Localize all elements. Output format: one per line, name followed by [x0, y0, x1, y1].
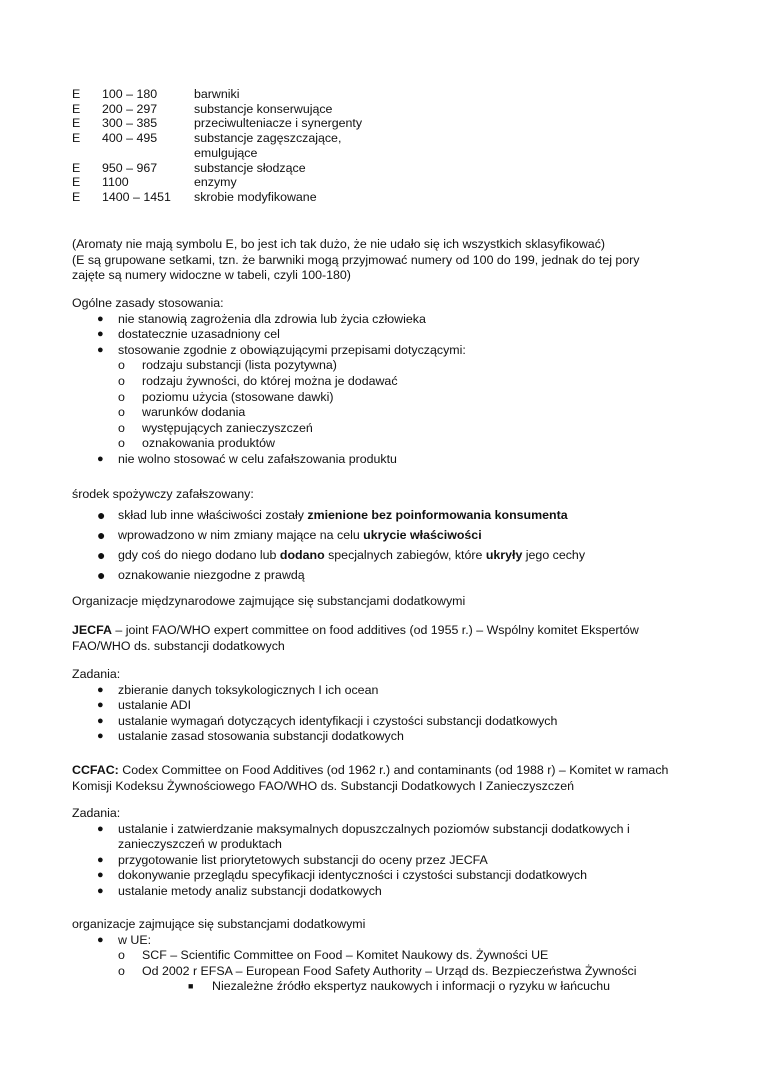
e-prefix — [72, 146, 102, 161]
e-range: 100 – 180 — [102, 87, 158, 101]
adulterated-heading: środek spożywczy zafałszowany: — [72, 487, 254, 501]
e-description: enzymy — [194, 175, 237, 190]
e-number-row — [72, 87, 394, 102]
e-range: 300 – 385 — [102, 116, 158, 131]
general-rules-section — [72, 296, 692, 468]
bullet-icon: ● — [97, 328, 104, 341]
e-range: 200 – 297 — [102, 101, 158, 116]
list-item: ● dostatecznie uzasadniony cel — [97, 327, 280, 342]
bullet-icon: ● — [97, 452, 104, 465]
list-item: ● dokonywanie przeglądu specyfikacji identyczności i czystości substancji dodatkowych — [97, 868, 588, 883]
sub-list-item: o rodzaju substancji (lista pozytywna) — [118, 358, 337, 373]
list-item: ● ustalanie metody analiz substancji dodatkowych — [97, 883, 382, 898]
e-description: przeciwulteniacze i synergenty — [194, 116, 363, 131]
general-rules-heading: Ogólne zasady stosowania: — [72, 296, 224, 310]
e-description: emulgujące — [194, 145, 258, 160]
ccfac-section: CCFAC: Codex Committee on Food Additives (od 1962 r.) and contaminants (od 1988 r) – Komitet w ramach Komisji Kodeksu Żywnościowego FAO/WHO ds. Substancji Dodatkowych I Zanieczyszczeń — [72, 763, 692, 794]
e-number-row — [72, 116, 394, 131]
jecfa-tasks-list — [72, 683, 692, 745]
list-item: ● nie wolno stosować w celu zafałszowania produktu — [97, 451, 397, 466]
bullet-icon: ● — [97, 933, 104, 946]
bullet-icon: ● — [97, 714, 104, 727]
e-number-row — [72, 146, 394, 161]
e-number-row — [72, 175, 394, 190]
square-bullet-icon: ■ — [188, 981, 194, 992]
sub-list-item: o Od 2002 r EFSA – European Food Safety Authority – Urząd ds. Bezpieczeństwa Żywności ■ Niezależne źródło ekspertyz naukowych i informacji o ryzyku w łańcuchu — [72, 964, 692, 995]
circle-bullet-icon: o — [118, 389, 125, 404]
bullet-icon: ● — [97, 506, 106, 523]
bullet-icon: ● — [97, 869, 104, 882]
e-number-table — [72, 87, 394, 205]
list-item: ● wprowadzono w nim zmiany mające na celu ukrycie właściwości — [97, 526, 482, 543]
e-number-row — [72, 102, 394, 117]
sub-list — [72, 358, 692, 452]
e-prefix: E — [72, 131, 81, 146]
ccfac-tasks: Zadania: ● ustalanie i zatwierdzanie maksymalnych dopuszczalnych poziomów substancji dodatkowych i zanieczyszczeń w produktach ● przygotowanie list priorytetowych substancji do oceny przez JECFA ● dokonywanie przeglądu specyfikacji identyczności i czystości substancji dodatkowych ● ustalanie metody analiz substancji dodatkowych — [72, 806, 692, 900]
sub-list-item: o poziomu użycia (stosowane dawki) — [118, 389, 334, 404]
e-number-row — [72, 161, 394, 176]
circle-bullet-icon: o — [118, 358, 125, 373]
circle-bullet-icon: o — [118, 436, 125, 451]
adulterated-list — [72, 505, 692, 585]
circle-bullet-icon: o — [118, 405, 125, 420]
list-item: ● ustalanie wymagań dotyczących identyfikacji i czystości substancji dodatkowych — [97, 713, 558, 728]
bullet-icon: ● — [97, 343, 104, 356]
ccfac-description: CCFAC: Codex Committee on Food Additives (od 1962 r.) and contaminants (od 1988 r) – Komitet w ramach — [72, 763, 669, 777]
list-item: ● nie stanowią zagrożenia dla zdrowia lub życia człowieka — [97, 311, 426, 326]
sub-list-item: o oznakowania produktów — [118, 436, 275, 451]
organizations-heading: Organizacje międzynarodowe zajmujące się substancjami dodatkowymi — [72, 594, 466, 608]
circle-bullet-icon: o — [118, 373, 125, 388]
general-rules-list — [72, 312, 692, 468]
bullet-icon: ● — [97, 884, 104, 897]
e-range: 1400 – 1451 — [102, 189, 171, 204]
sub-list-item: o SCF – Scientific Committee on Food – Komitet Naukowy ds. Żywności UE — [118, 948, 549, 963]
list-item: ● ustalanie zasad stosowania substancji dodatkowych — [97, 729, 404, 744]
aromaty-note: (Aromaty nie mają symbolu E, bo jest ich tak dużo, że nie udało się ich wszystkich sklasyfikować) (E są grupowane setkami, tzn. że barwniki mogą przyjmować numery od 100 do 199, jednak do tej pory zajęte są numery widoczne w tabeli, czyli 100-180) — [72, 237, 640, 283]
adulterated-food-section — [72, 487, 692, 585]
e-prefix: E — [72, 116, 81, 131]
e-description: skrobie modyfikowane — [194, 189, 317, 204]
e-prefix: E — [72, 101, 81, 116]
e-prefix: E — [72, 189, 81, 204]
e-description: substancje konserwujące — [194, 101, 333, 116]
eu-list — [72, 933, 692, 995]
eu-section: organizacje zajmujące się substancjami dodatkowymi ● w UE: o SCF – Scientific Committee on Food – Komitet Naukowy ds. Żywności UE o Od 2002 r EFSA – European Food Safety Authority – Urząd ds. Bezpieczeństwa Żywności ■ Niezależne źródło ekspertyz naukowych i informacji o ryzyku w łańcuchu — [72, 917, 692, 995]
e-range: 1100 — [102, 175, 129, 190]
list-item: ● zbieranie danych toksykologicznych I ich ocean — [97, 682, 379, 697]
e-number-row — [72, 131, 394, 146]
jecfa-tasks: Zadania: ● zbieranie danych toksykologicznych I ich ocean ● ustalanie ADI ● ustalanie wymagań dotyczących identyfikacji i czystości substancji dodatkowych ● ustalanie zasad stosowania substancji dodatkowych — [72, 667, 692, 745]
bullet-icon: ● — [97, 546, 106, 563]
ccfac-tasks-list — [72, 822, 692, 900]
jecfa-description: JECFA – joint FAO/WHO expert committee on food additives (od 1955 r.) – Wspólny komitet Ekspertów — [72, 623, 639, 637]
e-description: barwniki — [194, 87, 240, 101]
bullet-icon: ● — [97, 822, 104, 835]
e-prefix: E — [72, 87, 81, 101]
eu-sub-list — [72, 948, 692, 995]
list-item: ● ustalanie ADI — [97, 698, 192, 713]
list-item: ● przygotowanie list priorytetowych substancji do oceny przez JECFA — [97, 852, 488, 867]
bullet-icon: ● — [97, 853, 104, 866]
circle-bullet-icon: o — [118, 948, 125, 963]
sub-sub-list-item: ■ Niezależne źródło ekspertyz naukowych i informacji o ryzyku w łańcuchu — [188, 979, 611, 994]
list-item: ● skład lub inne właściwości zostały zmienione bez poinformowania konsumenta — [97, 506, 568, 523]
list-item: ● oznakowanie niezgodne z prawdą — [97, 566, 305, 583]
circle-bullet-icon: o — [118, 420, 125, 435]
sub-list-item: o występujących zanieczyszczeń — [118, 420, 313, 435]
jecfa-section: JECFA – joint FAO/WHO expert committee on food additives (od 1955 r.) – Wspólny komitet Ekspertów FAO/WHO ds. substancji dodatkowych — [72, 623, 692, 654]
e-range: 950 – 967 — [102, 160, 158, 175]
list-item: ● w UE: o SCF – Scientific Committee on Food – Komitet Naukowy ds. Żywności UE o Od 2002 r EFSA – European Food Safety Authority – Urząd ds. Bezpieczeństwa Żywności ■ Niezależne źródło ekspertyz naukowych i informacji o ryzyku w łańcuchu — [72, 933, 692, 995]
bullet-icon: ● — [97, 699, 104, 712]
e-prefix: E — [72, 175, 81, 190]
e-prefix: E — [72, 160, 81, 175]
list-item: ● stosowanie zgodnie z obowiązującymi przepisami dotyczącymi: o rodzaju substancji (lista pozytywna) o rodzaju żywności, do której można je dodawać o poziomu użycia (stosowane dawki) o warunków dodania o występujących zanieczyszczeń o oznakowania produktów — [72, 343, 692, 452]
bullet-icon: ● — [97, 566, 106, 583]
e-range — [102, 146, 194, 161]
e-range: 400 – 495 — [102, 131, 158, 146]
eu-sub-sub-list — [72, 979, 692, 995]
sub-list-item: o rodzaju żywności, do której można je dodawać — [118, 373, 398, 388]
sub-list-item: o warunków dodania — [118, 405, 246, 420]
bullet-icon: ● — [97, 683, 104, 696]
e-number-row — [72, 190, 394, 205]
bullet-icon: ● — [97, 312, 104, 325]
circle-bullet-icon: o — [118, 963, 125, 978]
list-item: ● gdy coś do niego dodano lub dodano specjalnych zabiegów, które ukryły jego cechy — [97, 546, 586, 563]
e-description: substancje słodzące — [194, 160, 306, 175]
e-description: substancje zagęszczające, — [194, 131, 342, 146]
bullet-icon: ● — [97, 730, 104, 743]
list-item: ● ustalanie i zatwierdzanie maksymalnych dopuszczalnych poziomów substancji dodatkowych i zanieczyszczeń w produktach — [97, 821, 630, 852]
bullet-icon: ● — [97, 526, 106, 543]
